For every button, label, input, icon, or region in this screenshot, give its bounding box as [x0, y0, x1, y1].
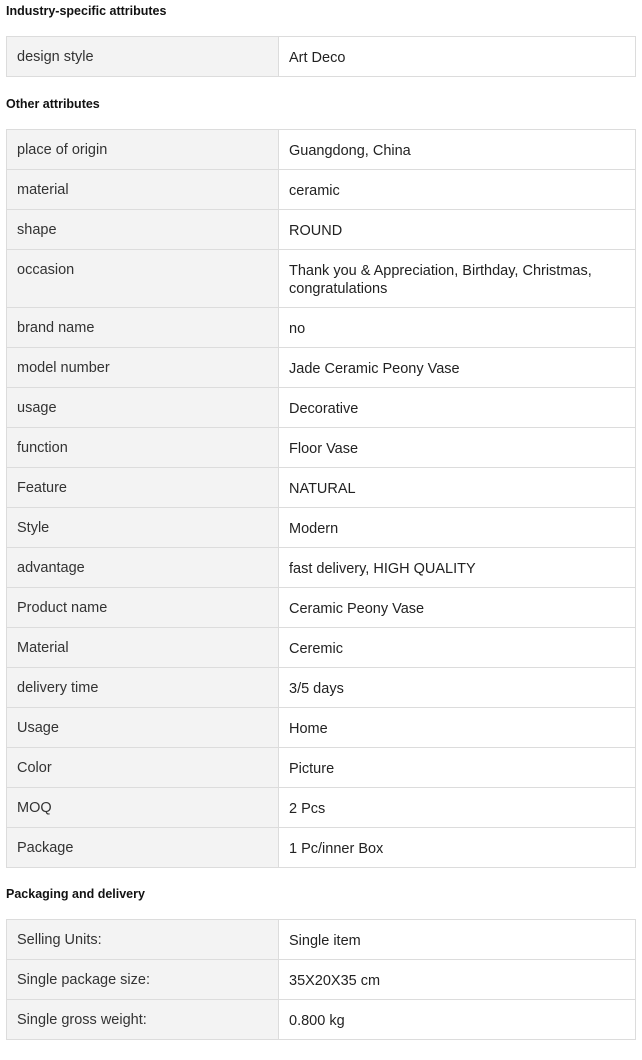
attribute-key: Single gross weight: [7, 1000, 279, 1040]
attributes-table-other [6, 129, 636, 868]
attribute-key: Usage [7, 708, 279, 748]
attribute-value: no [279, 308, 636, 348]
table-row [7, 508, 636, 548]
table-row [7, 668, 636, 708]
table-row [7, 548, 636, 588]
attribute-value: 35X20X35 cm [279, 960, 636, 1000]
attribute-value: Picture [279, 748, 636, 788]
attribute-key: usage [7, 388, 279, 428]
attribute-value: Home [279, 708, 636, 748]
table-row [7, 708, 636, 748]
attribute-key: Style [7, 508, 279, 548]
table-row [7, 920, 636, 960]
attribute-key: occasion [7, 250, 279, 308]
attribute-key: Package [7, 828, 279, 868]
attribute-value: Ceremic [279, 628, 636, 668]
attribute-value: fast delivery, HIGH QUALITY [279, 548, 636, 588]
attribute-key: advantage [7, 548, 279, 588]
attribute-key: MOQ [7, 788, 279, 828]
attribute-value: 2 Pcs [279, 788, 636, 828]
attribute-value: ROUND [279, 210, 636, 250]
attribute-key: model number [7, 348, 279, 388]
table-row [7, 1000, 636, 1040]
attribute-key: Feature [7, 468, 279, 508]
attribute-key: place of origin [7, 130, 279, 170]
attribute-key: Product name [7, 588, 279, 628]
table-row [7, 250, 636, 308]
table-row [7, 960, 636, 1000]
attribute-key: brand name [7, 308, 279, 348]
attribute-value: Single item [279, 920, 636, 960]
attribute-key: Color [7, 748, 279, 788]
attribute-value: Thank you & Appreciation, Birthday, Christmas, congratulations [279, 250, 636, 308]
table-row [7, 748, 636, 788]
attribute-value: Guangdong, China [279, 130, 636, 170]
section-title-other: Other attributes [6, 97, 100, 111]
attribute-key: material [7, 170, 279, 210]
table-row [7, 388, 636, 428]
section-title-industry: Industry-specific attributes [6, 4, 167, 18]
attribute-key: Selling Units: [7, 920, 279, 960]
section-title-packaging: Packaging and delivery [6, 887, 145, 901]
table-row [7, 468, 636, 508]
table-row [7, 428, 636, 468]
table-row [7, 210, 636, 250]
table-row [7, 37, 636, 77]
attribute-value: ceramic [279, 170, 636, 210]
attribute-value: Ceramic Peony Vase [279, 588, 636, 628]
table-row [7, 170, 636, 210]
attribute-key: Material [7, 628, 279, 668]
attribute-value: 3/5 days [279, 668, 636, 708]
attribute-value: Floor Vase [279, 428, 636, 468]
attribute-value: Jade Ceramic Peony Vase [279, 348, 636, 388]
table-row [7, 828, 636, 868]
table-row [7, 130, 636, 170]
attributes-table-packaging [6, 919, 636, 1040]
attribute-key: function [7, 428, 279, 468]
attribute-value: Art Deco [279, 37, 636, 77]
table-row [7, 348, 636, 388]
attribute-key: Single package size: [7, 960, 279, 1000]
attribute-value: Decorative [279, 388, 636, 428]
attribute-value: NATURAL [279, 468, 636, 508]
attributes-table-industry [6, 36, 636, 77]
attribute-key: shape [7, 210, 279, 250]
attribute-key: delivery time [7, 668, 279, 708]
attribute-key: design style [7, 37, 279, 77]
attribute-value: 0.800 kg [279, 1000, 636, 1040]
table-row [7, 788, 636, 828]
attribute-value: 1 Pc/inner Box [279, 828, 636, 868]
table-row [7, 308, 636, 348]
table-row [7, 588, 636, 628]
table-row [7, 628, 636, 668]
attribute-value: Modern [279, 508, 636, 548]
